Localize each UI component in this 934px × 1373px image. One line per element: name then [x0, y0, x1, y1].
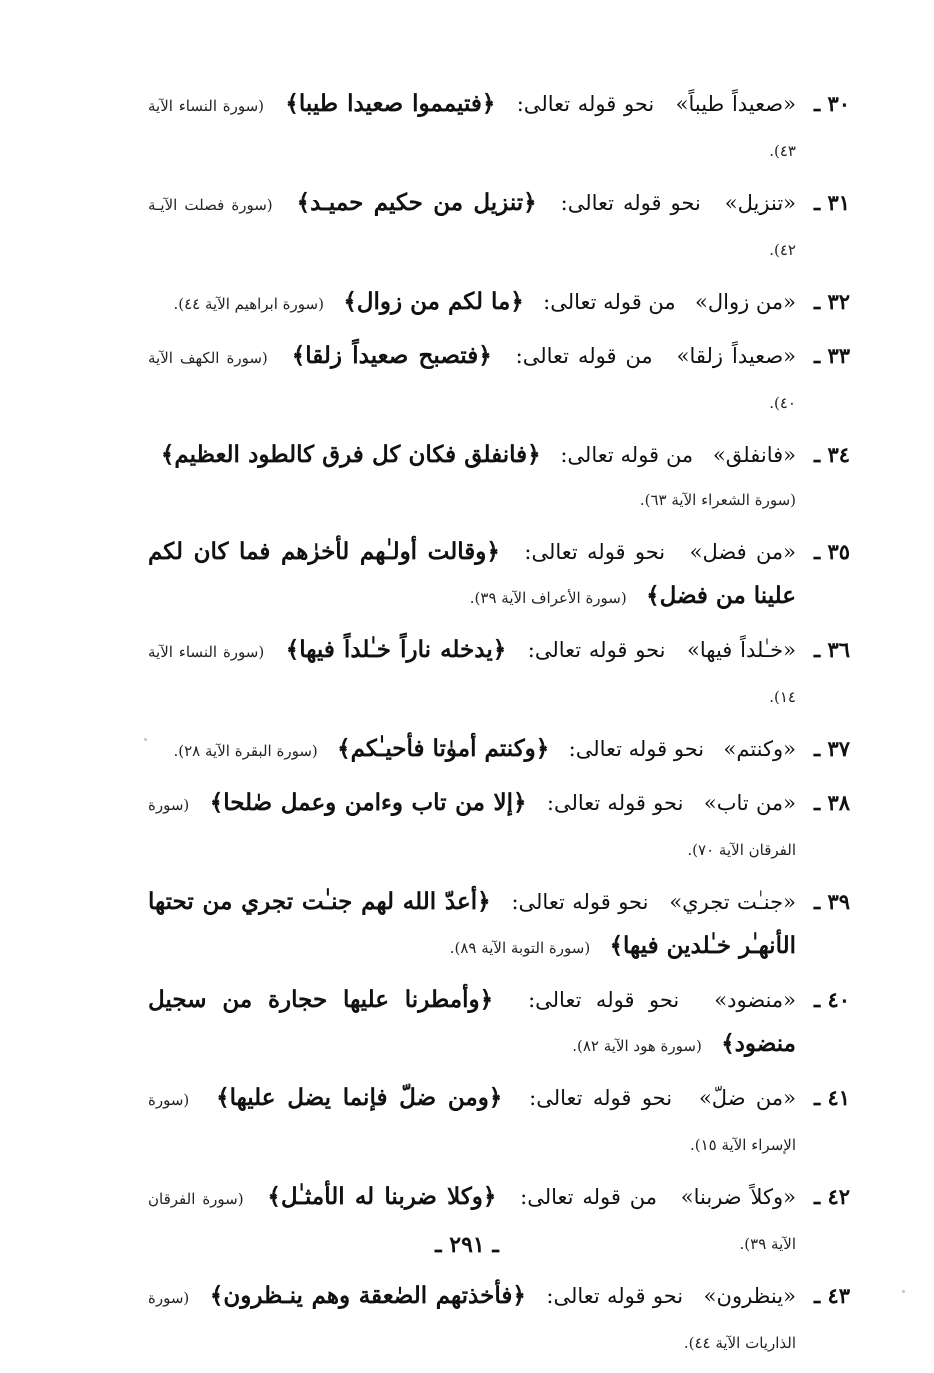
- source-reference: (سورة الكهف الآية ٤٠).: [148, 349, 796, 412]
- term: «من فضل»: [689, 540, 797, 564]
- term: «صعيداً طيباً»: [675, 92, 796, 116]
- entry-36: [148, 628, 850, 719]
- quran-quote: ﴿وقالت أولـٰهم لأخرٰهم فما كان لكم علينا من فضل﴾: [148, 538, 796, 609]
- phrase: نحو قوله تعالى:: [560, 191, 701, 215]
- entry-number: ٣١ ـ: [813, 190, 850, 215]
- quran-quote: ﴿إلا من تاب وءامن وعمل صٰلحا﴾: [209, 789, 527, 816]
- quran-quote: ﴿ما لكم من زوال﴾: [343, 288, 524, 315]
- quran-quote: ﴿ومن ضلّ فإنما يضل عليها﴾: [216, 1084, 503, 1111]
- source-reference: (سورة الفرقان الآية ٧٠).: [148, 796, 796, 859]
- source-reference: (سورة الذاريات الآية ٤٤).: [148, 1289, 796, 1352]
- entry-number: ٤٢ ـ: [813, 1184, 850, 1209]
- scan-speck: [902, 1290, 905, 1293]
- phrase: من قوله تعالى:: [543, 290, 676, 314]
- source-reference: (سورة فصلت الآيـة ٤٢).: [148, 196, 796, 259]
- entry-number: ٣٩ ـ: [813, 889, 850, 914]
- entry-number: ٣٦ ـ: [813, 637, 850, 662]
- entry-number: ٣٠ ـ: [813, 91, 850, 116]
- entry-number: ٤١ ـ: [813, 1085, 850, 1110]
- source-reference: (سورة الإسراء الآية ١٥).: [148, 1091, 796, 1154]
- entry-37: [148, 727, 850, 773]
- quran-quote: ﴿وكلا ضربنا له الأمثـٰل﴾: [267, 1183, 497, 1210]
- phrase: نحو قوله تعالى:: [546, 791, 684, 815]
- term: «من ضلّ»: [698, 1086, 797, 1110]
- term: «صعيداً زلقا»: [676, 344, 796, 368]
- page-number: ـ ٢٩١ ـ: [435, 1232, 499, 1258]
- quran-quote: ﴿تنزيل من حكيم حميـد﴾: [296, 189, 537, 216]
- phrase: نحو قوله تعالى:: [528, 988, 680, 1012]
- entry-41: [148, 1076, 850, 1167]
- scan-speck: [144, 738, 147, 741]
- entry-31: [148, 181, 850, 272]
- quran-quote: ﴿أعدّ الله لهم جنـٰت تجري من تحتها الأنهـٰر خـٰلدين فيها﴾: [148, 888, 796, 959]
- phrase: من قوله تعالى:: [560, 443, 694, 467]
- source-reference: (سورة الفرقان الآية ٣٩).: [148, 1190, 796, 1253]
- term: «وكلاً ضربنا»: [680, 1185, 796, 1209]
- term: «ينظرون»: [703, 1284, 796, 1308]
- source-reference: (سورة النساء الآية ٤٣).: [148, 97, 796, 160]
- term: «جنـٰت تجري»: [669, 890, 796, 914]
- entry-39: [148, 880, 850, 970]
- source-reference: (سورة النساء الآية ١٤).: [148, 643, 796, 706]
- quran-quote: ﴿فانفلق فكان كل فرق كالطود العظيم﴾: [160, 441, 541, 468]
- source-reference: (سورة هود الآية ٨٢).: [572, 1037, 702, 1055]
- entry-32: [148, 280, 850, 326]
- source-reference: (سورة التوبة الآية ٨٩).: [449, 939, 591, 957]
- entry-34: [148, 433, 850, 522]
- phrase: نحو قوله تعالى:: [524, 540, 666, 564]
- entry-number: ٣٨ ـ: [813, 790, 850, 815]
- term: «تنزيل»: [724, 191, 797, 215]
- entry-33: [148, 334, 850, 425]
- term: «وكنتم»: [723, 737, 796, 761]
- entry-35: [148, 530, 850, 620]
- quran-quote: ﴿يدخله ناراً خـٰلداً فيها﴾: [285, 636, 507, 663]
- source-reference: (سورة الأعراف الآية ٣٩).: [469, 589, 627, 607]
- entry-43: [148, 1274, 850, 1365]
- phrase: من قوله تعالى:: [520, 1185, 658, 1209]
- entry-number: ٣٤ ـ: [813, 442, 850, 467]
- phrase: نحو قوله تعالى:: [546, 1284, 684, 1308]
- entry-number: ٤٣ ـ: [813, 1283, 850, 1308]
- phrase: نحو قوله تعالى:: [516, 92, 655, 116]
- entry-38: [148, 781, 850, 872]
- source-reference: (سورة ابراهيم الآية ٤٤).: [173, 295, 324, 313]
- source-reference: (سورة البقرة الآية ٢٨).: [173, 742, 318, 760]
- term: «منضود»: [714, 988, 796, 1012]
- page-content: [148, 82, 850, 1373]
- phrase: من قوله تعالى:: [515, 344, 653, 368]
- term: «خـٰلداً فيها»: [687, 638, 796, 662]
- phrase: نحو قوله تعالى:: [529, 1086, 673, 1110]
- phrase: نحو قوله تعالى:: [511, 890, 649, 914]
- phrase: نحو قوله تعالى:: [568, 737, 705, 761]
- term: «من تاب»: [703, 791, 797, 815]
- phrase: نحو قوله تعالى:: [527, 638, 666, 662]
- quran-quote: ﴿وأمطرنا عليها حجارة من سجيل منضود﴾: [148, 986, 796, 1057]
- entry-number: ٤٠ ـ: [813, 987, 850, 1012]
- term: «من زوال»: [695, 290, 796, 314]
- entry-number: ٣٢ ـ: [813, 289, 850, 314]
- quran-quote: ﴿فتصبح صعيداً زلقا﴾: [291, 342, 492, 369]
- quran-quote: ﴿فتيمموا صعيدا طيبا﴾: [285, 90, 496, 117]
- term: «فانفلق»: [712, 443, 796, 467]
- source-reference: (سورة الشعراء الآية ٦٣).: [639, 491, 796, 509]
- entry-30: [148, 82, 850, 173]
- entry-number: ٣٣ ـ: [813, 343, 850, 368]
- entry-number: ٣٧ ـ: [813, 736, 850, 761]
- entry-number: ٣٥ ـ: [813, 539, 850, 564]
- quran-quote: ﴿فأخذتهم الصٰعقة وهم ينـظرون﴾: [209, 1282, 526, 1309]
- entry-40: [148, 978, 850, 1068]
- quran-quote: ﴿وكنتم أموٰتا فأحيـٰكم﴾: [337, 735, 550, 762]
